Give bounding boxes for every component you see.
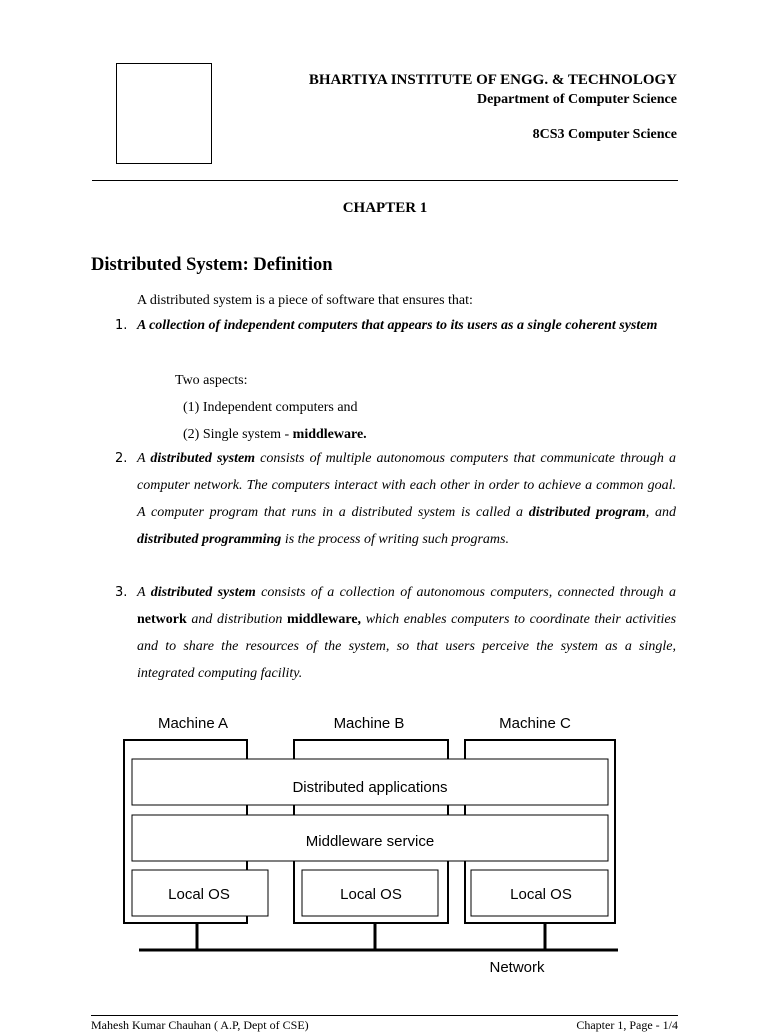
list-number-2: 2. <box>115 451 128 466</box>
department-name: Department of Computer Science <box>477 92 677 107</box>
machine-a-label: Machine A <box>157 715 229 732</box>
list-item-2 <box>137 445 676 553</box>
item-3-text: and distribution <box>191 612 283 627</box>
footer-author: Mahesh Kumar Chauhan ( A.P, Dept of CSE) <box>91 1018 309 1032</box>
local-os-a-label: Local OS <box>168 886 230 903</box>
network-label: Network <box>489 959 545 976</box>
local-os-c-label: Local OS <box>510 886 572 903</box>
aspect-2-term: middleware. <box>292 427 367 442</box>
distributed-applications-label: Distributed applications <box>292 779 448 796</box>
middleware-label: Middleware service <box>305 833 435 850</box>
aspect-2 <box>183 421 367 448</box>
intro-paragraph: A distributed system is a piece of software that ensures that: <box>137 293 473 308</box>
item-2-text: consists of multiple autonomous computers that communicate through a computer network. The computers interact with each other in order to achieve a common goal. A computer program that runs in a distributed system is called a <box>137 451 677 520</box>
list-number-3: 3. <box>115 585 128 600</box>
list-number-1: 1. <box>115 318 128 333</box>
item-2-term-1: distributed system <box>150 451 256 466</box>
item-3-text: which enables computers to coordinate their activities and to share the resources of the system, so that users perceive the system as a single, integrated computing facility. <box>137 612 677 681</box>
item-2-term-2: distributed program <box>528 505 646 520</box>
local-os-b-label: Local OS <box>340 886 402 903</box>
item-2-term-3: distributed programming <box>137 532 282 547</box>
item-2-text: is the process of writing such programs. <box>284 532 509 547</box>
item-3-term-3: middleware, <box>287 612 362 627</box>
header-divider <box>92 180 678 181</box>
aspects-label: Two aspects: <box>175 373 248 388</box>
machine-b-label: Machine B <box>333 715 405 732</box>
list-item-3 <box>137 579 676 687</box>
institute-name: BHARTIYA INSTITUTE OF ENGG. & TECHNOLOGY <box>308 72 677 88</box>
aspect-1: (1) Independent computers and <box>183 400 358 415</box>
aspect-2-prefix: (2) Single system - <box>183 427 290 442</box>
item-3-term-2: network <box>137 612 187 627</box>
section-heading: Distributed System: Definition <box>91 255 333 275</box>
page-footer <box>91 1015 678 1033</box>
logo-placeholder <box>116 63 212 164</box>
footer-page-info: Chapter 1, Page - 1/4 <box>576 1018 678 1032</box>
definition-1: A collection of independent computers that appears to its users as a single coherent system <box>137 318 658 333</box>
item-3-text: consists of a collection of autonomous computers, connected through a <box>261 585 677 600</box>
distributed-system-diagram <box>115 705 625 980</box>
item-3-text: A <box>137 585 146 600</box>
item-3-term-1: distributed system <box>150 585 256 600</box>
course-title: 8CS3 Computer Science <box>532 127 677 142</box>
item-2-text: A <box>137 451 146 466</box>
item-2-text: , and <box>645 505 677 520</box>
machine-c-label: Machine C <box>499 715 571 732</box>
list-item-1 <box>137 312 676 339</box>
chapter-title: CHAPTER 1 <box>342 200 428 216</box>
